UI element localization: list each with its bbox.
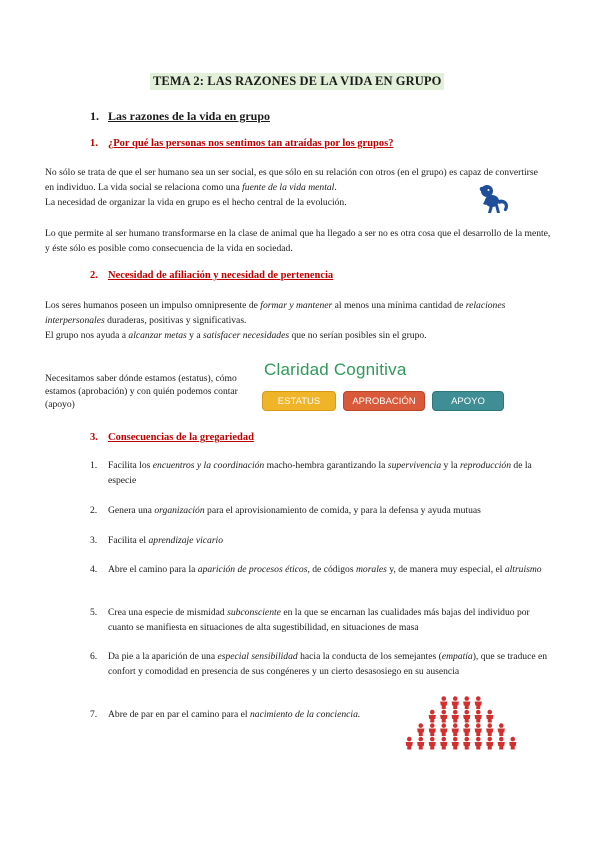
person-figure xyxy=(475,710,482,723)
list-number: 7. xyxy=(90,709,98,720)
person-figure xyxy=(440,737,447,750)
text: al menos una mínima cantidad de xyxy=(332,300,466,311)
person-figure xyxy=(486,723,493,736)
person-figure xyxy=(509,737,516,750)
person-figure xyxy=(463,737,470,750)
emphasis: especial sensibilidad xyxy=(217,651,298,662)
subsection-number: 1. xyxy=(90,138,98,149)
person-figure xyxy=(417,723,424,736)
section-number: 1. xyxy=(90,109,99,123)
text: y a xyxy=(186,330,204,341)
person-figure xyxy=(452,737,459,750)
text: macho-hembra garantizando la xyxy=(264,460,388,471)
person-figure xyxy=(440,723,447,736)
list-number: 2. xyxy=(90,505,98,516)
paragraph xyxy=(45,298,555,343)
list-number: 6. xyxy=(90,651,98,662)
emphasis: alcanzar metas xyxy=(128,330,187,341)
emphasis: reproducción xyxy=(460,460,512,471)
person-figure xyxy=(452,723,459,736)
list-item xyxy=(90,708,390,723)
text: para el aprovisionamiento de comida, y para la defensa y ayuda mutuas xyxy=(204,505,481,516)
person-figure xyxy=(475,696,482,709)
monkey-icon xyxy=(478,182,512,214)
estatus-badge: ESTATUS xyxy=(262,391,336,411)
text: La necesidad de organizar la vida en grupo es el hecho central de la evolución. xyxy=(45,197,347,208)
list-number: 4. xyxy=(90,564,98,575)
aside-paragraph: Necesitamos saber dónde estamos (estatus), cómo estamos (aprobación) y con quién podemos contar (apoyo) xyxy=(45,373,238,410)
person-figure xyxy=(440,696,447,709)
text: Abre de par en par el camino para el xyxy=(108,709,250,720)
person-figure xyxy=(429,723,436,736)
emphasis: relaciones interpersonales xyxy=(45,300,506,326)
subsection-1-heading xyxy=(90,138,393,149)
text: . xyxy=(334,182,337,193)
section-title: Las razones de la vida en grupo xyxy=(108,109,271,123)
emphasis: aprendizaje vicario xyxy=(148,535,224,546)
text: Genera una xyxy=(108,505,155,516)
subsection-number: 3. xyxy=(90,432,98,443)
text: y, de manera muy especial, el xyxy=(386,564,505,575)
list-item xyxy=(90,459,555,488)
person-figure xyxy=(429,737,436,750)
person-figure xyxy=(406,737,413,750)
text: duraderas, positivas y significativas. xyxy=(104,315,247,326)
list-item xyxy=(90,504,555,519)
subsection-3-heading xyxy=(90,432,254,443)
text: El grupo nos ayuda a xyxy=(45,330,129,341)
text: Crea una especie de mismidad xyxy=(108,607,228,618)
text: No sólo se trata de que el ser humano sea un ser social, es que sólo en su relación con otros (en el grupo) es capaz de convertirse en individuo. La vida social se relaciona como una xyxy=(45,167,538,193)
text: que no serían posibles sin el grupo. xyxy=(289,330,427,341)
person-figure xyxy=(463,710,470,723)
text: de la especie xyxy=(108,460,532,486)
text: y la xyxy=(441,460,461,471)
person-figure xyxy=(429,710,436,723)
aprobacion-badge: APROBACIÓN xyxy=(343,391,425,411)
person-figure xyxy=(486,710,493,723)
text: Abre el camino para la xyxy=(108,564,198,575)
person-figure xyxy=(475,723,482,736)
subsection-number: 2. xyxy=(90,270,98,281)
claridad-cognitiva-title: Claridad Cognitiva xyxy=(264,360,407,379)
emphasis: aparición de procesos éticos, xyxy=(197,564,310,575)
text: ), que se traduce en confort y comodidad en presencia de sus congéneres y un cierto desasosiego en su ausencia xyxy=(108,651,548,677)
subsection-2-heading xyxy=(90,270,333,281)
person-figure xyxy=(486,737,493,750)
person-figure xyxy=(498,723,505,736)
person-figure xyxy=(463,696,470,709)
list-number: 1. xyxy=(90,460,98,471)
emphasis: fuente de la vida mental xyxy=(242,182,335,193)
text: en la que se encarnan las cualidades más bajas del individuo por cuanto se manifiesta en situaciones de alta sugestibilidad, en situaciones de masa xyxy=(108,607,530,633)
emphasis: organización xyxy=(154,505,205,516)
emphasis: altruismo xyxy=(504,564,542,575)
people-pyramid-icon xyxy=(402,696,520,750)
paragraph: Lo que permite al ser humano transformarse en la clase de animal que ha llegado a ser no es otra cosa que el desarrollo de la mente, y éste sólo es posible como consecuencia de la vida en sociedad. xyxy=(45,228,551,254)
person-figure xyxy=(452,710,459,723)
person-figure xyxy=(463,723,470,736)
text: Da pie a la aparición de una xyxy=(108,651,218,662)
subsection-title: Necesidad de afiliación y necesidad de pertenencia xyxy=(108,270,334,281)
emphasis: subconsciente xyxy=(227,607,281,618)
emphasis: encuentros y la coordinación xyxy=(152,460,265,471)
list-number: 3. xyxy=(90,535,98,546)
list-item xyxy=(90,563,555,578)
section-1-heading xyxy=(90,109,270,124)
emphasis: satisfacer necesidades xyxy=(203,330,290,341)
text: Los seres humanos poseen un impulso omnipresente de xyxy=(45,300,261,311)
emphasis: supervivencia xyxy=(387,460,442,471)
emphasis: empatía xyxy=(441,651,473,662)
paragraph xyxy=(45,165,540,210)
emphasis: nacimiento de la conciencia. xyxy=(249,709,361,720)
person-figure xyxy=(440,710,447,723)
apoyo-badge: APOYO xyxy=(432,391,504,411)
person-figure xyxy=(452,696,459,709)
list-number: 5. xyxy=(90,607,98,618)
text: Facilita el xyxy=(108,535,149,546)
person-figure xyxy=(417,737,424,750)
person-figure xyxy=(498,737,505,750)
text: hacia la conducta de los semejantes ( xyxy=(297,651,442,662)
list-item xyxy=(90,650,555,679)
text: Facilita los xyxy=(108,460,153,471)
list-item xyxy=(90,606,555,635)
list-item xyxy=(90,534,555,549)
page-title: TEMA 2: LAS RAZONES DE LA VIDA EN GRUPO xyxy=(150,73,444,90)
subsection-title: ¿Por qué las personas nos sentimos tan atraídas por los grupos? xyxy=(108,138,394,149)
subsection-title: Consecuencias de la gregariedad xyxy=(108,432,254,443)
emphasis: formar y mantener xyxy=(260,300,333,311)
emphasis: morales xyxy=(355,564,387,575)
person-figure xyxy=(475,737,482,750)
text: de códigos xyxy=(309,564,356,575)
